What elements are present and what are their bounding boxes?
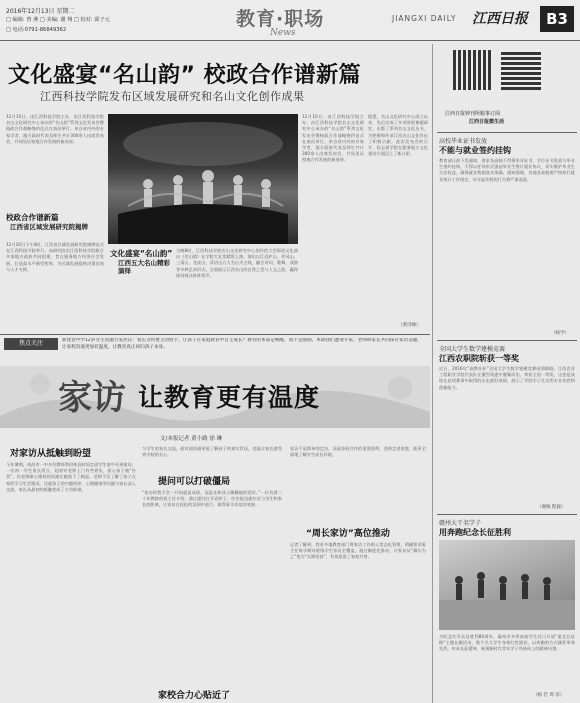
lead-reporter: （黄诗峰） xyxy=(398,323,421,328)
story2-title: 江西农职院斩获一等奖 xyxy=(439,354,519,363)
section-title: 教育·职场 xyxy=(236,8,325,30)
feature-byline: 文/本报记者 黄小路 徐 琳 xyxy=(160,436,223,442)
lead-body-left2: 12月10日下午4时，江西省区域发展研究院揭牌仪式在江西科技学院举行。该研究院由江西科技学院联合多家地方政府共同组建，旨在服务地方经济社会发展，打造高水平新型智库，为区域发展提供决策咨询与人才支撑。 xyxy=(6,242,104,272)
lead-subheadline: 江西科技学院发布区域发展研究和名山文化创作成果 xyxy=(40,90,305,103)
qr-caption: 江西日报钟刊所服事订阅 xyxy=(445,111,501,117)
col3-top: 家访不是简单的走访，而是家校合作的重要纽带，老师走进家庭，能更全面地了解学生成长环境。 xyxy=(290,446,426,458)
phone-line: □ 电话:0791-86849362 xyxy=(6,27,67,33)
date-line: 2016年12月13日 星期二 xyxy=(6,8,75,15)
page-number: B3 xyxy=(540,6,574,32)
editor-line: □ 编辑: 曾 燕 □ 美编: 谢 翔 □ 校对: 邱子元 xyxy=(6,17,110,23)
section-subtitle: News xyxy=(270,28,296,38)
qr-code-2 xyxy=(501,50,541,90)
runners-illustration xyxy=(439,540,575,630)
lead-body-mid: 当晚8时，江西科技学院名山文化研究中心创作的大型原创文化演出《名山韵》在学院大礼堂精彩上演。演出以江西庐山、井冈山、三清山、龙虎山、武功山五大名山为主线，融合诗词、歌舞、戏曲等多种艺术形式，全面展示江西名山的自然之美与人文之韵，赢得现场观众阵阵掌声。 xyxy=(176,248,298,278)
lead-sub1b: 江西省区域发展研究院揭牌 xyxy=(10,223,88,231)
col1-heading: 对家访从抵触到盼望 xyxy=(10,449,92,459)
story1-byline: （杨学） xyxy=(551,331,569,336)
story1-kicker: 高校毕业证书发放 xyxy=(439,138,488,145)
col2-bottom-heading: 家校合力心贴近了 xyxy=(158,691,231,701)
story2-byline: （谢梅 程毅） xyxy=(537,505,566,510)
story3-title: 用奔跑纪念长征胜利 xyxy=(439,528,511,537)
col2-top: 与学生的家长交流，面对面沟通更能了解孩子的真实状况，也能让家长感受到学校的关心。 xyxy=(142,446,282,458)
story2-kicker: 全国大学生数学建模竞赛 xyxy=(439,346,506,353)
story1-title: 不能与就业签约挂钩 xyxy=(439,146,511,155)
col2-heading: 提问可以打破僵局 xyxy=(158,477,231,487)
masthead xyxy=(0,0,580,40)
lead-body-right: 据悉，名山文化研究中心成立以来，先后完成了多项省级课题研究，出版了系列名山文化丛书，为挖掘和传承江西名山文化作出了积极贡献。此次发布会的召开，标志着学院在服务地方文化建设方面迈上了新台阶。 xyxy=(368,114,428,157)
feature-headline xyxy=(0,366,430,428)
col3-body: 记者了解到，我省多地教育部门将家访工作纳入常态化管理，明确要求班主任每学期对班级学生家访全覆盖，通过制度化推动，让家访从“偶尔为之”变为“长期坚持”，有效促进了家校共育。 xyxy=(290,542,426,560)
qr-code xyxy=(453,50,493,90)
lead-body-right-a: 12月10日，由江西科技学院主办，由江西科技学院名山文化研究中心承办的“名山韵”系列文化发布会暨校政合作战略签约仪式在南昌举行。来自省内外的专家学者、地方政府代表及师生共计300余人出席发布会，共同见证校地合作发展的新成果。 xyxy=(302,114,364,163)
story2-body: 近日，2016年“高教社杯”全国大学生数学建模竞赛成绩揭晓，江西农业工程职业学院代表队在激烈角逐中脱颖而出，荣获全国一等奖，这也是该校在此项赛事中取得的历史最好成绩，展示了学院学子扎实的专业功底和创新能力。 xyxy=(439,366,575,390)
paper-name-en: JIANGXI DAILY xyxy=(392,14,457,23)
lead-sub2b: 江西五大名山精彩演绎 xyxy=(118,259,170,275)
sidebar xyxy=(432,44,580,703)
qr-caption-2: 江西日报微生活 xyxy=(469,119,505,125)
paper-logo: 江西日报 xyxy=(472,11,528,27)
lead-body-left: 12月10日，由江西科技学院主办，由江西科技学院名山文化研究中心承办的“名山韵”系列文化发布会暨校政合作战略签约仪式在南昌举行。来自省内外的专家学者、地方政府代表及师生共计300余人出席发布会，共同见证校地合作发展的新成果。 xyxy=(6,114,104,144)
col3-heading: “周长家访”高位推动 xyxy=(306,529,390,539)
lead-sub1: 校政合作谱新篇 xyxy=(6,213,59,222)
story3-body: 为纪念红军长征胜利80周年，赣州市多所高校学生近日开展“重走长征路”主题长跑活动，数千名大学生身着红色服装，以奔跑的方式缅怀革命先烈，传承长征精神，展现新时代青年学子昂扬向上的精神风貌。 xyxy=(439,634,575,652)
story3-kicker: 赣州大干名学子 xyxy=(439,520,482,527)
stage-performance-illustration xyxy=(108,114,298,244)
feature-headline-part1: 家访 xyxy=(58,378,126,418)
story1-body: 教育部日前下发通知，要求各高校不得将毕业证书、学位证书发放与毕业生签约挂钩，不得以任何形式强迫毕业生签订就业协议，切实维护毕业生合法权益，确保就业数据真实准确。通知强调，各地各高校要严格执行就业统计工作规定，对弄虚作假的行为将严肃追责。 xyxy=(439,158,575,182)
feature-tag: 焦点关注 xyxy=(4,338,58,350)
lead-headline: 文化盛宴“名山韵” 校政合作谱新篇 xyxy=(8,63,362,88)
col2-body: “家访时我不会一开始就谈成绩，而是先和孩子聊聊他的爱好。”一位有着二十年教龄的班主任介绍，通过提问打开话匣子，往往能迅速拉近与学生和家长的距离，让家访在轻松的氛围中进行，取得事半功倍的效果。 xyxy=(142,490,282,508)
col1-body: 今年暑期，南昌市一中多位教师利用休息时间走进学生家中开展家访。一位初一学生家长坦言，起初对老师上门有些紧张，担心孩子被“告状”，但老师耐心细致的沟通让她放下了顾虑。老师不仅了解了孩子在家的学习生活情况，还就孩子的兴趣培养、心理健康等问题与家长深入交流，家长从最初的抵触变成了主动盼望。 xyxy=(6,462,136,492)
lead-sub2: 文化盛宴“名山韵” xyxy=(110,249,173,258)
feature-headline-part2: 让教育更有温度 xyxy=(138,383,321,412)
lead-photo xyxy=(108,114,298,244)
story3-byline: （杨 若 周 菲） xyxy=(533,693,565,698)
story3-photo xyxy=(439,540,575,630)
feature-intro: 新建县中学12岁女生问题引发热议：家长为何要主动放手，让孩子在家庭教育中自主成长？教育的本质是唤醒，而不是强制。本期我们邀请专家、老师和家长共同探讨家访话题，让家校沟通更加有温度，让教育真正回归孩子本身。 xyxy=(62,338,422,350)
